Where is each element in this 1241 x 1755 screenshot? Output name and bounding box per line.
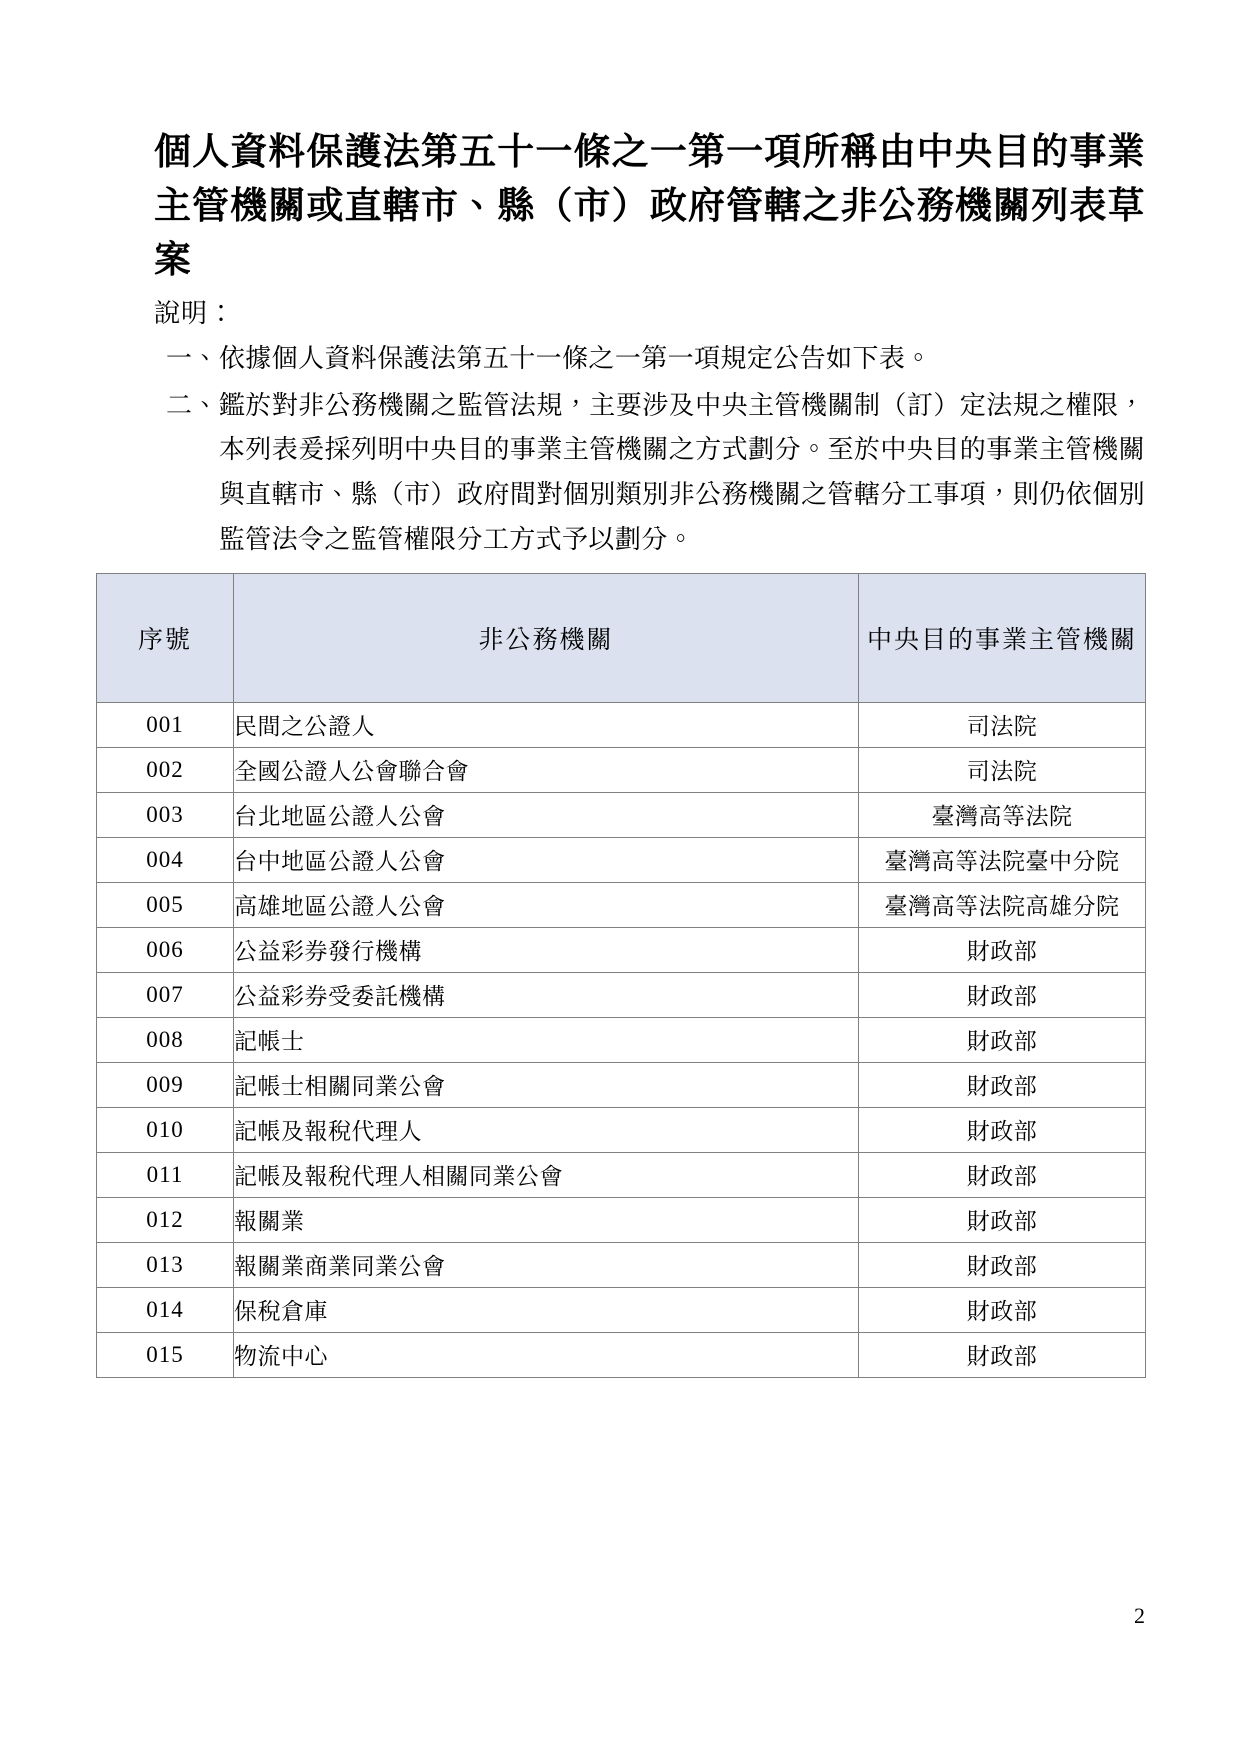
column-header-sequence: 序號 — [97, 573, 234, 702]
cell-sequence: 003 — [97, 792, 234, 837]
cell-organization: 物流中心 — [234, 1332, 859, 1377]
cell-sequence: 008 — [97, 1017, 234, 1062]
notes-label: 說明： — [154, 299, 236, 329]
cell-organization: 記帳及報稅代理人 — [234, 1107, 859, 1152]
table-row — [97, 1152, 1146, 1197]
table-row — [97, 1062, 1146, 1107]
cell-organization: 台北地區公證人公會 — [234, 792, 859, 837]
cell-sequence: 014 — [97, 1287, 234, 1332]
cell-authority: 財政部 — [859, 1197, 1146, 1242]
cell-sequence: 005 — [97, 882, 234, 927]
note-text-1: 依據個人資料保護法第五十一條之一第一項規定公告如下表。 — [218, 344, 932, 374]
cell-sequence: 006 — [97, 927, 234, 972]
column-header-authority: 中央目的事業主管機關 — [859, 573, 1146, 702]
table-row — [97, 792, 1146, 837]
cell-organization: 保稅倉庫 — [234, 1287, 859, 1332]
cell-sequence: 001 — [97, 702, 234, 747]
cell-sequence: 002 — [97, 747, 234, 792]
table-row — [97, 837, 1146, 882]
cell-organization: 高雄地區公證人公會 — [234, 882, 859, 927]
cell-authority: 財政部 — [859, 927, 1146, 972]
cell-authority: 財政部 — [859, 1107, 1146, 1152]
cell-organization: 公益彩券發行機構 — [234, 927, 859, 972]
cell-authority: 財政部 — [859, 1332, 1146, 1377]
table-row — [97, 1017, 1146, 1062]
note-marker-2: 二、 — [166, 390, 219, 420]
cell-sequence: 010 — [97, 1107, 234, 1152]
table-row — [97, 1332, 1146, 1377]
cell-sequence: 015 — [97, 1332, 234, 1377]
table-row — [97, 972, 1146, 1017]
table-row — [97, 882, 1146, 927]
cell-organization: 報關業 — [234, 1197, 859, 1242]
cell-sequence: 013 — [97, 1242, 234, 1287]
table-row — [97, 927, 1146, 972]
page-title: 個人資料保護法第五十一條之一第一項所稱由中央目的事業主管機關或直轄市、縣（市）政府管轄之非公務機關列表草案 — [154, 132, 1145, 282]
cell-organization: 記帳士 — [234, 1017, 859, 1062]
table-header-row — [97, 573, 1146, 702]
table-row — [97, 747, 1146, 792]
cell-authority: 財政部 — [859, 1242, 1146, 1287]
cell-organization: 記帳及報稅代理人相關同業公會 — [234, 1152, 859, 1197]
cell-authority: 財政部 — [859, 972, 1146, 1017]
cell-authority: 臺灣高等法院 — [859, 792, 1146, 837]
table-body — [97, 702, 1146, 1377]
cell-organization: 民間之公證人 — [234, 702, 859, 747]
cell-sequence: 011 — [97, 1152, 234, 1197]
cell-organization: 記帳士相關同業公會 — [234, 1062, 859, 1107]
cell-sequence: 009 — [97, 1062, 234, 1107]
note-marker-1: 一、 — [166, 344, 219, 374]
cell-organization: 報關業商業同業公會 — [234, 1242, 859, 1287]
table-row — [97, 1242, 1146, 1287]
document-content — [96, 126, 1145, 1378]
column-header-organization: 非公務機關 — [234, 573, 859, 702]
table-row — [97, 702, 1146, 747]
note-item-1 — [96, 337, 1145, 382]
note-text-2: 鑑於對非公務機關之監管法規，主要涉及中央主管機關制（訂）定法規之權限，本列表爰採列明中央目的事業主管機關之方式劃分。至於中央目的事業主管機關與直轄市、縣（市）政府間對個別類別非公務機關之管轄分工事項，則仍依個別監管法令之監管權限分工方式予以劃分。 — [218, 390, 1145, 554]
cell-sequence: 007 — [97, 972, 234, 1017]
cell-authority: 財政部 — [859, 1287, 1146, 1332]
cell-authority: 財政部 — [859, 1017, 1146, 1062]
cell-authority: 臺灣高等法院高雄分院 — [859, 882, 1146, 927]
cell-sequence: 004 — [97, 837, 234, 882]
cell-organization: 公益彩券受委託機構 — [234, 972, 859, 1017]
cell-authority: 司法院 — [859, 702, 1146, 747]
cell-sequence: 012 — [97, 1197, 234, 1242]
cell-organization: 全國公證人公會聯合會 — [234, 747, 859, 792]
table-row — [97, 1107, 1146, 1152]
cell-authority: 司法院 — [859, 747, 1146, 792]
cell-authority: 臺灣高等法院臺中分院 — [859, 837, 1146, 882]
cell-authority: 財政部 — [859, 1062, 1146, 1107]
table-row — [97, 1287, 1146, 1332]
non-government-agency-table — [96, 573, 1146, 1378]
cell-organization: 台中地區公證人公會 — [234, 837, 859, 882]
table-row — [97, 1197, 1146, 1242]
page-number: 2 — [1134, 1603, 1145, 1628]
cell-authority: 財政部 — [859, 1152, 1146, 1197]
note-item-2 — [96, 384, 1145, 563]
